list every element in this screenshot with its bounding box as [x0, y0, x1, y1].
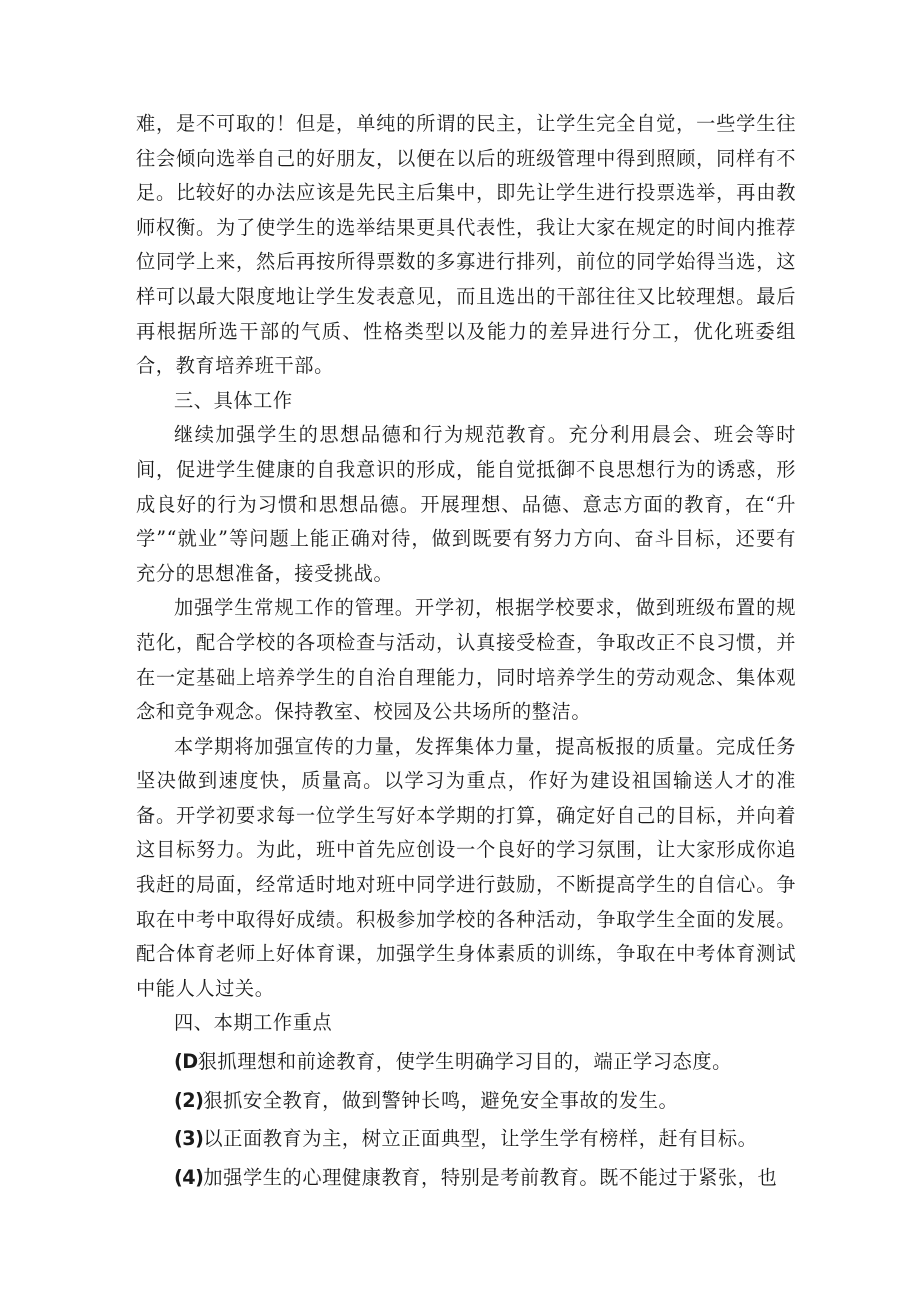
paragraph-moral-education: 继续加强学生的思想品德和行为规范教育。充分利用晨会、班会等时间，促进学生健康的自我意识的形成，能自觉抵御不良思想行为的诱惑，形成良好的行为习惯和思想品德。开展理想、品德、意志方面的教育，在“升学”“就业”等问题上能正确对待，做到既要有努力方向、奋斗目标，还要有充分的思想准备，接受挑战。	[136, 423, 796, 585]
list-item-text: 狠抓安全教育，做到警钟长鸣，避免安全事故的发生。	[203, 1088, 679, 1112]
paragraph-routine-management: 加强学生常规工作的管理。开学初，根据学校要求，做到班级布置的规范化，配合学校的各项检查与活动，认真接受检查，争取改正不良习惯，并在一定基础上培养学生的自治自理能力，同时培养学生的劳动观念、集体观念和竞争观念。保持教室、校园及公共场所的整洁。	[136, 596, 796, 724]
list-item-text: 以正面教育为主，树立正面典型，让学生学有榜样，赶有目标。	[203, 1127, 758, 1151]
list-item	[136, 1122, 796, 1157]
section-heading-key-points: 四、本期工作重点	[174, 1011, 333, 1035]
document-body	[136, 107, 796, 1195]
list-item-number: (2)	[174, 1088, 204, 1112]
list-item-text: 加强学生的心理健康教育，特别是考前教育。既不能过于紧张，也	[203, 1165, 778, 1189]
paragraph-publicity-and-study: 本学期将加强宣传的力量，发挥集体力量，提高板报的质量。完成任务坚决做到速度快，质量高。以学习为重点，作好为建设祖国输送人才的准备。开学初要求每一位学生写好本学期的打算，确定好自己的目标，并向着这目标努力。为此，班中首先应创设一个良好的学习氛围，让大家形成你追我赶的局面，经常适时地对班中同学进行鼓励，不断提高学生的自信心。争取在中考中取得好成绩。积极参加学校的各种活动，争取学生全面的发展。配合体育老师上好体育课，加强学生身体素质的训练，争取在中考体育测试中能人人过关。	[136, 734, 796, 1000]
list-item-number: (3)	[174, 1127, 204, 1151]
list-item	[136, 1045, 796, 1080]
list-item-text: 狠抓理想和前途教育，使学生明确学习目的，端正学习态度。	[197, 1050, 732, 1074]
paragraph-election-method: 难，是不可取的！但是，单纯的所谓的民主，让学生完全自觉，一些学生往往会倾向选举自己的好朋友，以便在以后的班级管理中得到照顾，同样有不足。比较好的办法应该是先民主后集中，即先让学生进行投票选举，再由教师权衡。为了使学生的选举结果更具代表性，我让大家在规定的时间内推荐位同学上来，然后再按所得票数的多寡进行排列，前位的同学始得当选，这样可以最大限度地让学生发表意见，而且选出的干部往往又比较理想。最后再根据所选干部的气质、性格类型以及能力的差异进行分工，优化班委组合，教育培养班干部。	[136, 112, 796, 378]
list-item	[136, 1084, 796, 1119]
list-item-number: (D	[174, 1050, 198, 1074]
section-heading-specific-work: 三、具体工作	[174, 388, 293, 412]
list-item	[136, 1161, 796, 1196]
list-item-number: (4)	[174, 1165, 204, 1189]
